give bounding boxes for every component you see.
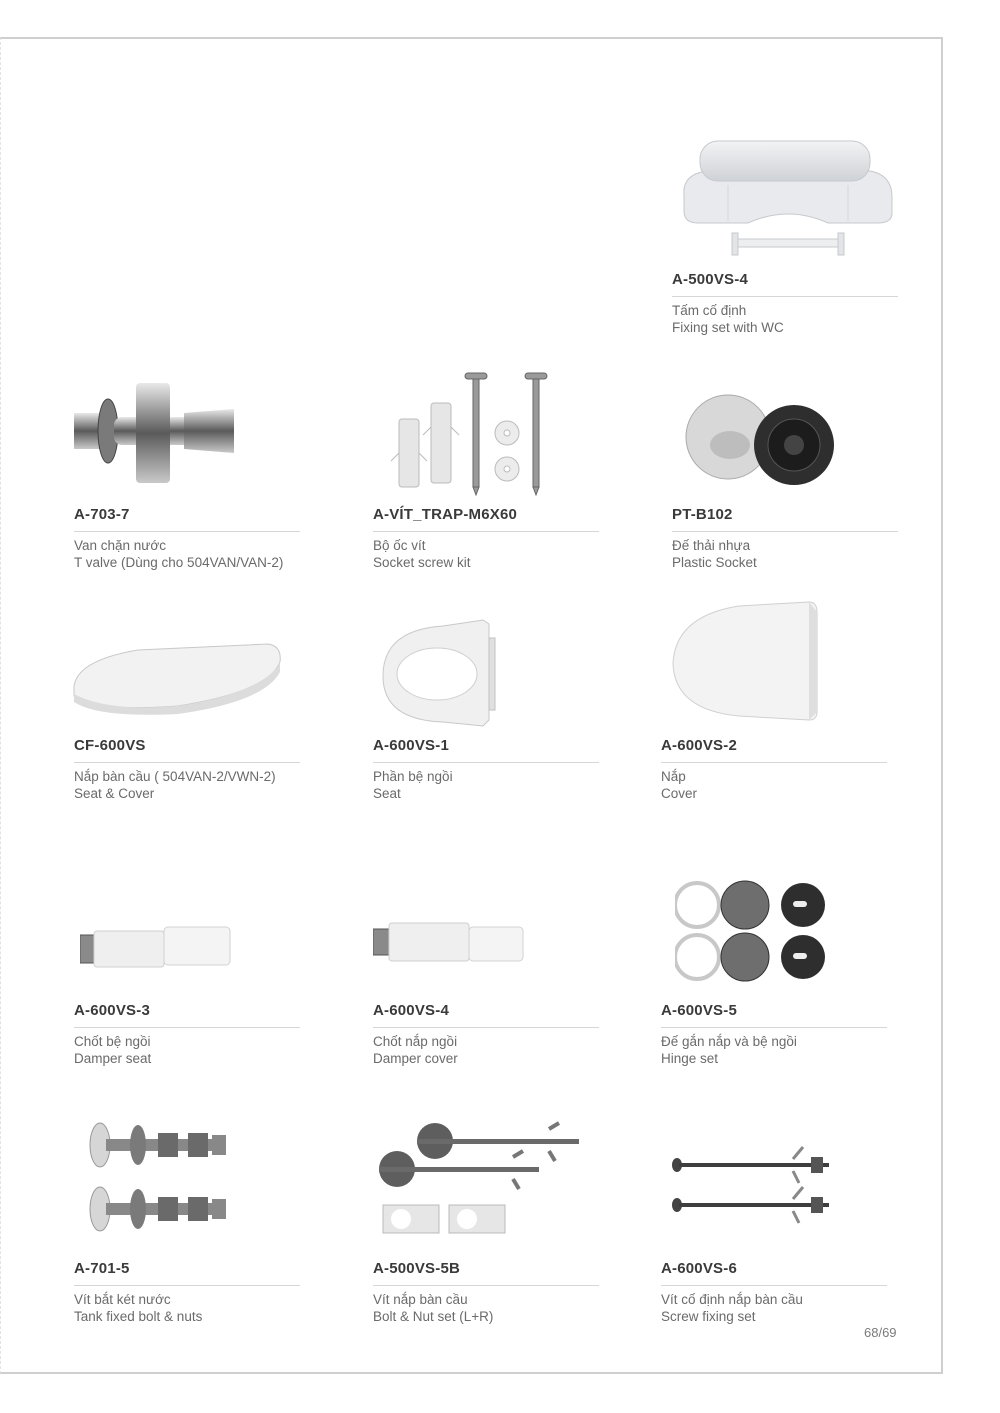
product-name-en: Damper cover xyxy=(373,1051,458,1066)
product-name-vi: Vít nắp bàn cầu xyxy=(373,1292,468,1307)
divider xyxy=(74,1285,300,1286)
fixing-plate-icon xyxy=(678,135,898,265)
product-name-vi: Chốt nắp ngồi xyxy=(373,1034,458,1049)
product-code: A-600VS-6 xyxy=(661,1260,738,1277)
product-code: A-600VS-2 xyxy=(661,737,738,754)
product-name-vi: Nắp xyxy=(661,769,686,784)
product-code: PT-B102 xyxy=(672,506,733,523)
product-code: A-VÍT_TRAP-M6X60 xyxy=(373,506,518,523)
seat-cover-icon xyxy=(68,640,288,720)
product-name-en: Bolt & Nut set (L+R) xyxy=(373,1309,494,1324)
divider xyxy=(373,762,599,763)
product-item xyxy=(672,130,900,340)
product-code: A-600VS-4 xyxy=(373,1002,450,1019)
product-name-en: T valve (Dùng cho 504VAN/VAN-2) xyxy=(74,555,284,570)
divider xyxy=(373,531,599,532)
seat-ring-icon xyxy=(363,616,523,736)
damper-seat-icon xyxy=(80,921,250,981)
hinge-set-icon xyxy=(675,875,855,985)
product-item xyxy=(373,596,601,806)
t-valve-icon xyxy=(74,373,254,503)
divider xyxy=(74,1027,300,1028)
product-code: A-600VS-3 xyxy=(74,1002,151,1019)
product-name-vi: Vít cố định nắp bàn cầu xyxy=(661,1292,803,1307)
divider xyxy=(661,762,887,763)
product-item xyxy=(373,365,601,575)
divider xyxy=(672,531,898,532)
product-item xyxy=(373,1119,601,1329)
product-name-en: Tank fixed bolt & nuts xyxy=(74,1309,203,1324)
product-name-en: Plastic Socket xyxy=(672,555,757,570)
divider xyxy=(74,531,300,532)
screw-kit-icon xyxy=(389,369,589,499)
product-name-en: Seat xyxy=(373,786,401,801)
product-name-vi: Nắp bàn cầu ( 504VAN-2/VWN-2) xyxy=(74,769,276,784)
product-code: A-500VS-5B xyxy=(373,1260,461,1277)
cover-lid-icon xyxy=(669,598,829,728)
product-name-vi: Vít bắt két nước xyxy=(74,1292,171,1307)
divider xyxy=(661,1285,887,1286)
product-name-vi: Van chặn nước xyxy=(74,538,166,553)
product-name-en: Cover xyxy=(661,786,698,801)
product-item xyxy=(661,596,889,806)
product-code: CF-600VS xyxy=(74,737,146,754)
product-item xyxy=(74,1119,302,1329)
product-code: A-701-5 xyxy=(74,1260,130,1277)
product-item xyxy=(74,861,302,1071)
product-item xyxy=(373,861,601,1071)
damper-cover-icon xyxy=(373,917,543,977)
divider xyxy=(373,1027,599,1028)
divider xyxy=(373,1285,599,1286)
product-name-en: Hinge set xyxy=(661,1051,719,1066)
bolt-nut-set-icon xyxy=(379,1119,589,1239)
product-item xyxy=(672,365,900,575)
product-name-en: Seat & Cover xyxy=(74,786,155,801)
divider xyxy=(74,762,300,763)
product-name-en: Socket screw kit xyxy=(373,555,471,570)
product-item xyxy=(661,861,889,1071)
product-code: A-500VS-4 xyxy=(672,271,749,288)
product-name-vi: Phần bệ ngồi xyxy=(373,769,453,784)
product-name-vi: Chốt bệ ngồi xyxy=(74,1034,151,1049)
product-name-en: Screw fixing set xyxy=(661,1309,756,1324)
product-item xyxy=(74,596,302,806)
divider xyxy=(661,1027,887,1028)
product-item xyxy=(661,1119,889,1329)
product-name-vi: Tấm cố định xyxy=(672,303,747,318)
page-number: 68/69 xyxy=(864,1325,897,1340)
product-name-vi: Bộ ốc vít xyxy=(373,538,426,553)
product-name-en: Damper seat xyxy=(74,1051,152,1066)
product-name-vi: Đế gắn nắp và bệ ngồi xyxy=(661,1034,797,1049)
product-code: A-703-7 xyxy=(74,506,130,523)
product-name-en: Fixing set with WC xyxy=(672,320,784,335)
product-code: A-600VS-1 xyxy=(373,737,450,754)
screw-fixing-set-icon xyxy=(671,1139,841,1249)
tank-bolt-icon xyxy=(88,1119,248,1239)
product-name-vi: Đế thải nhựa xyxy=(672,538,751,553)
plastic-socket-icon xyxy=(684,387,854,517)
product-item xyxy=(74,365,302,575)
divider xyxy=(672,296,898,297)
product-code: A-600VS-5 xyxy=(661,1002,738,1019)
